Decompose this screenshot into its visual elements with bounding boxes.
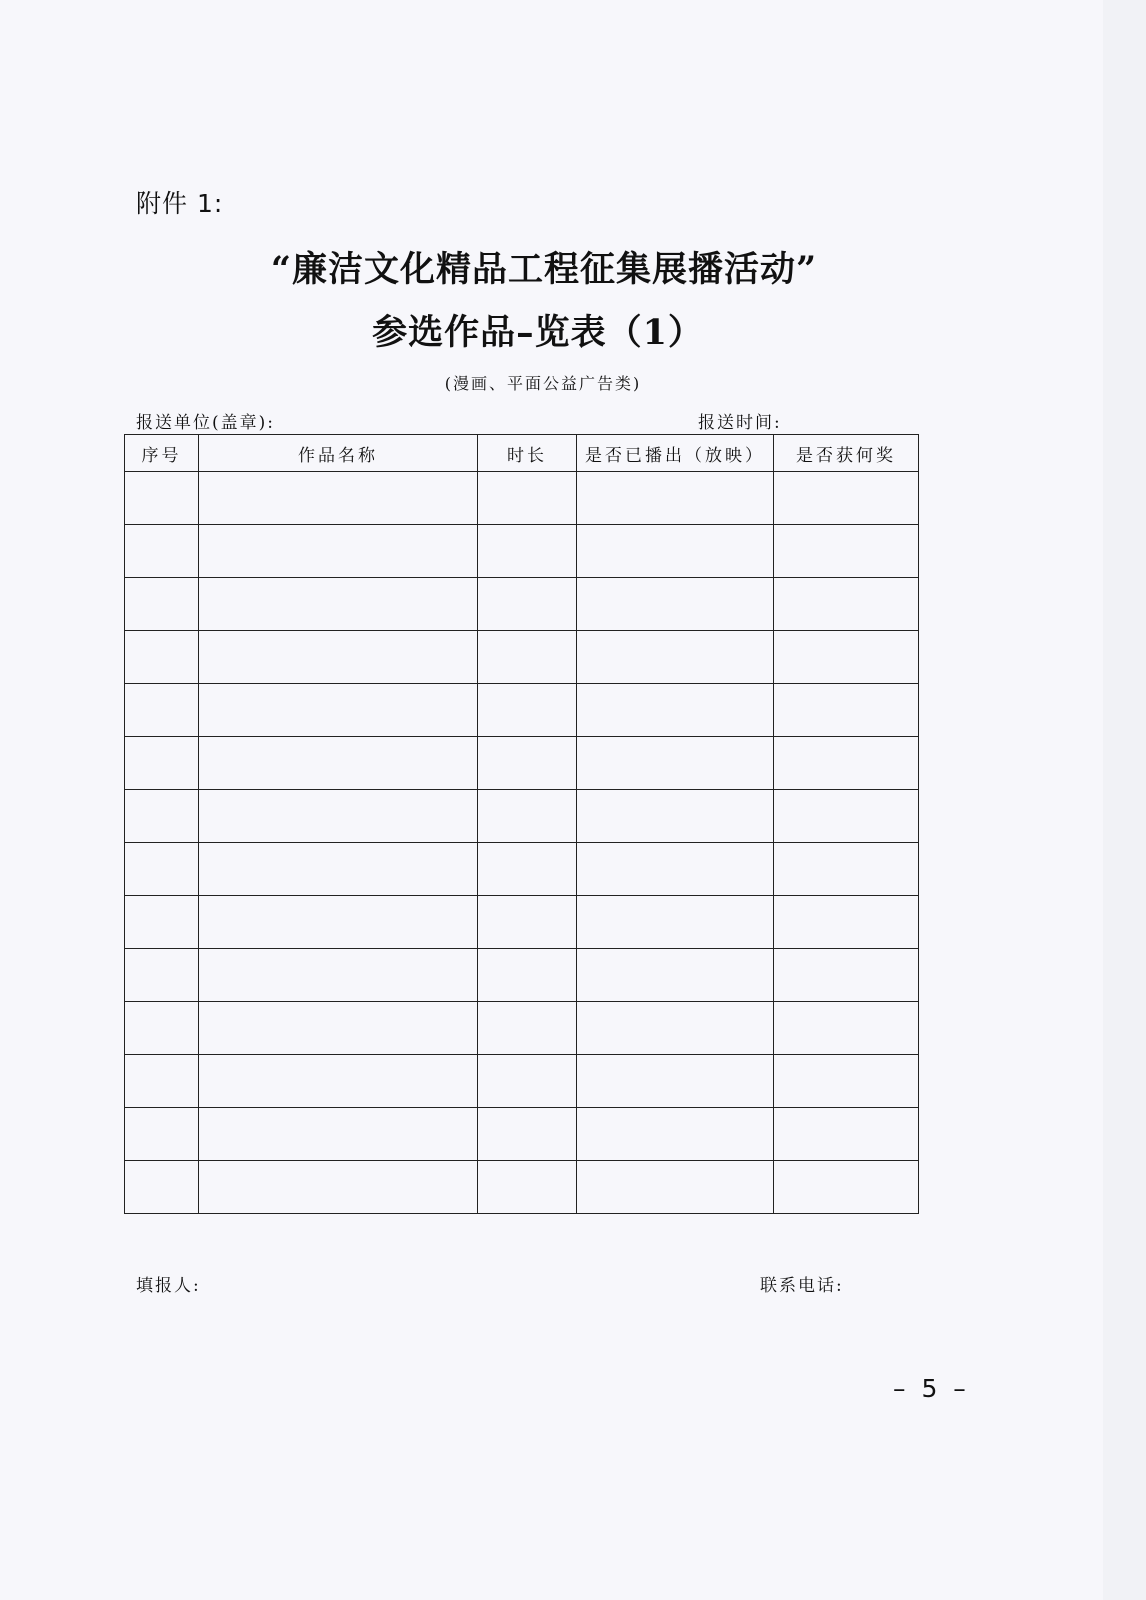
table-cell (774, 472, 919, 525)
table-cell (577, 896, 774, 949)
table-cell (478, 1002, 577, 1055)
submission-time-label: 报送时间: (698, 413, 782, 433)
table-cell (478, 631, 577, 684)
table-row (125, 631, 919, 684)
table-cell (577, 631, 774, 684)
table-cell (774, 896, 919, 949)
table-cell (199, 843, 478, 896)
table-cell (199, 737, 478, 790)
table-row (125, 1161, 919, 1214)
table-cell (774, 631, 919, 684)
table-cell (774, 578, 919, 631)
table-cell (774, 790, 919, 843)
table-cell (125, 1161, 199, 1214)
table-cell (478, 843, 577, 896)
table-cell (577, 949, 774, 1002)
table-cell (577, 578, 774, 631)
table-cell (125, 896, 199, 949)
table-row (125, 1002, 919, 1055)
table-row (125, 949, 919, 1002)
table-cell (774, 737, 919, 790)
table-cell (125, 578, 199, 631)
table-cell (774, 843, 919, 896)
table-cell (577, 1108, 774, 1161)
table-cell (199, 896, 478, 949)
table-row (125, 1108, 919, 1161)
table-cell (478, 1055, 577, 1108)
table-row (125, 737, 919, 790)
table-cell (125, 684, 199, 737)
table-cell (774, 1108, 919, 1161)
table-cell (774, 949, 919, 1002)
document-title-line2: 参选作品–览表（1） (372, 312, 704, 353)
table-cell (774, 525, 919, 578)
table-cell (577, 1002, 774, 1055)
table-cell (199, 790, 478, 843)
header-serial-number: 序号 (125, 435, 199, 472)
table-cell (577, 737, 774, 790)
table-cell (478, 896, 577, 949)
table-row (125, 525, 919, 578)
table-cell (199, 578, 478, 631)
table-row (125, 843, 919, 896)
table-cell (774, 684, 919, 737)
entries-table (124, 434, 919, 1214)
table-row (125, 896, 919, 949)
table-cell (199, 1002, 478, 1055)
table-row (125, 684, 919, 737)
table-header-row (125, 435, 919, 472)
table-cell (125, 1002, 199, 1055)
table-cell (199, 949, 478, 1002)
attachment-label: 附件 1: (136, 189, 224, 218)
table-cell (125, 790, 199, 843)
table-row (125, 790, 919, 843)
table-cell (125, 843, 199, 896)
document-title: “廉洁文化精品工程征集展播活动” (270, 249, 818, 290)
table-cell (199, 1108, 478, 1161)
table-cell (478, 472, 577, 525)
table-cell (199, 472, 478, 525)
header-broadcast-status: 是否已播出（放映） (577, 435, 774, 472)
page-number: – 5 – (893, 1374, 970, 1403)
contact-phone-label: 联系电话: (760, 1276, 844, 1296)
table-cell (125, 949, 199, 1002)
header-duration: 时长 (478, 435, 577, 472)
table-cell (478, 684, 577, 737)
table-row (125, 1055, 919, 1108)
submitting-unit-label: 报送单位(盖章): (136, 413, 275, 433)
table-cell (478, 790, 577, 843)
table-cell (577, 843, 774, 896)
table-cell (774, 1161, 919, 1214)
table-cell (125, 737, 199, 790)
filler-label: 填报人: (136, 1276, 201, 1296)
table-cell (478, 578, 577, 631)
table-cell (774, 1002, 919, 1055)
table-cell (577, 525, 774, 578)
table-cell (478, 737, 577, 790)
header-awards: 是否获何奖 (774, 435, 919, 472)
table-cell (577, 472, 774, 525)
document-subtitle: (漫画、平面公益广告类) (444, 374, 642, 393)
table-cell (577, 790, 774, 843)
table-row (125, 578, 919, 631)
table-cell (199, 1161, 478, 1214)
table-cell (478, 1161, 577, 1214)
table-cell (125, 631, 199, 684)
table-cell (125, 525, 199, 578)
table-cell (199, 631, 478, 684)
table-cell (577, 684, 774, 737)
table-cell (478, 949, 577, 1002)
header-work-title: 作品名称 (199, 435, 478, 472)
table-cell (125, 1055, 199, 1108)
table-body (125, 472, 919, 1214)
table-cell (199, 525, 478, 578)
table-cell (478, 525, 577, 578)
table-row (125, 472, 919, 525)
page-edge-shadow (1103, 0, 1146, 1600)
table-cell (774, 1055, 919, 1108)
table-cell (125, 1108, 199, 1161)
table-cell (577, 1161, 774, 1214)
table-cell (125, 472, 199, 525)
table-cell (199, 1055, 478, 1108)
table-cell (478, 1108, 577, 1161)
table-cell (577, 1055, 774, 1108)
table-cell (199, 684, 478, 737)
